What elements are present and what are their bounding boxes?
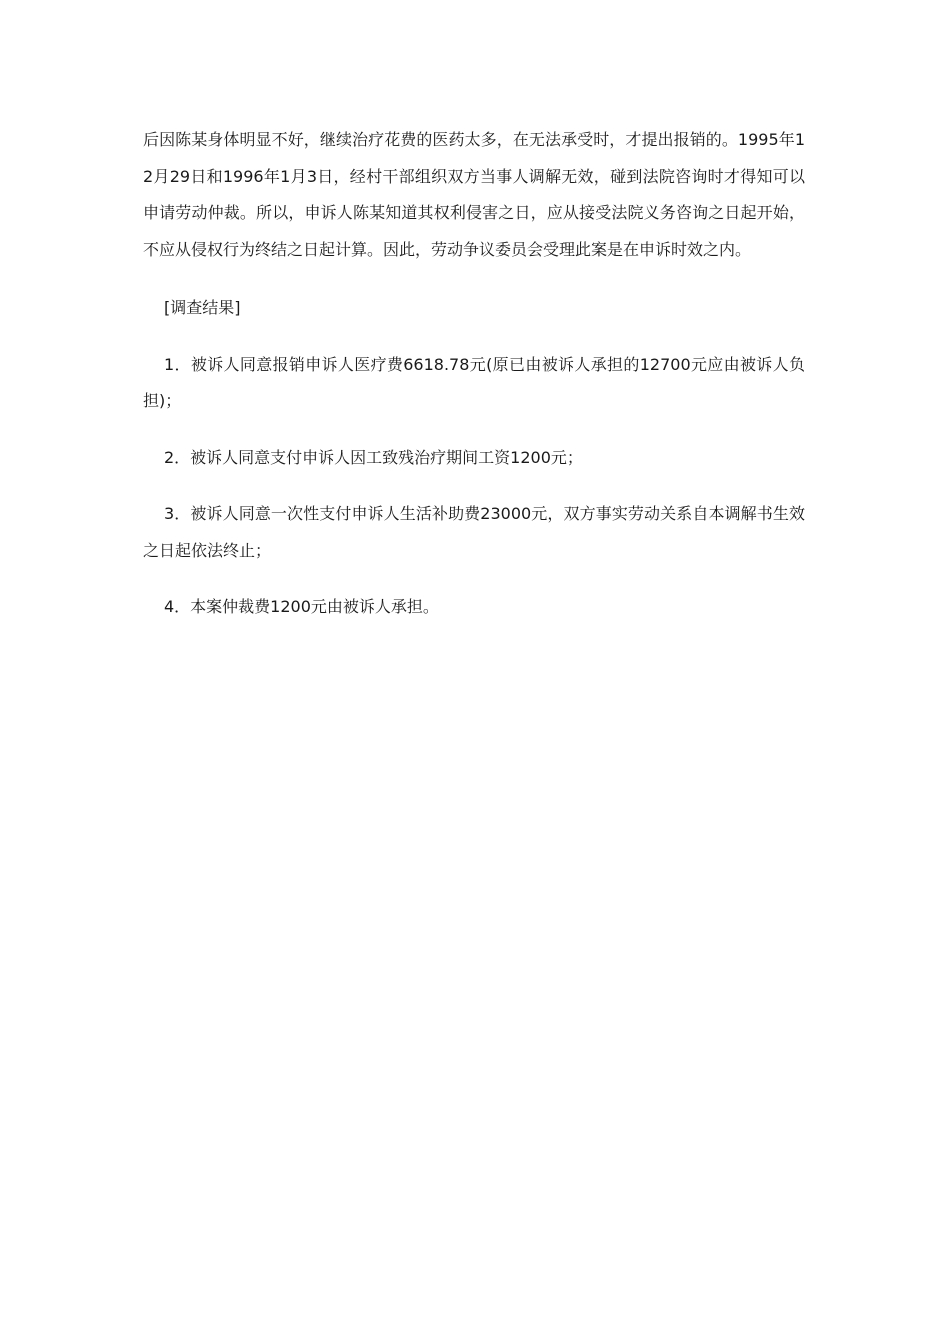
section-heading: [调查结果] (164, 298, 241, 317)
paragraph-continuation: 后因陈某身体明显不好，继续治疗花费的医药太多，在无法承受时，才提出报销的。1995年12月29日和1996年1月3日，经村干部组织双方当事人调解无效，碰到法院咨询时才得知可以申请劳动仲裁。所以，申诉人陈某知道其权利侵害之日，应从接受法院义务咨询之日起开始，不应从侵权行为终结之日起计算。因此，劳动争议委员会受理此案是在申诉时效之内。 (143, 130, 805, 259)
list-item: 4．本案仲裁费1200元由被诉人承担。 (164, 597, 439, 616)
list-item: 3．被诉人同意一次性支付申诉人生活补助费23000元，双方事实劳动关系自本调解书生效之日起依法终止； (143, 504, 805, 560)
document-page (143, 122, 805, 646)
list-item: 1．被诉人同意报销申诉人医疗费6618.78元(原已由被诉人承担的12700元应由被诉人负担)； (143, 354, 805, 410)
list-item: 2．被诉人同意支付申诉人因工致残治疗期间工资1200元； (164, 447, 583, 467)
